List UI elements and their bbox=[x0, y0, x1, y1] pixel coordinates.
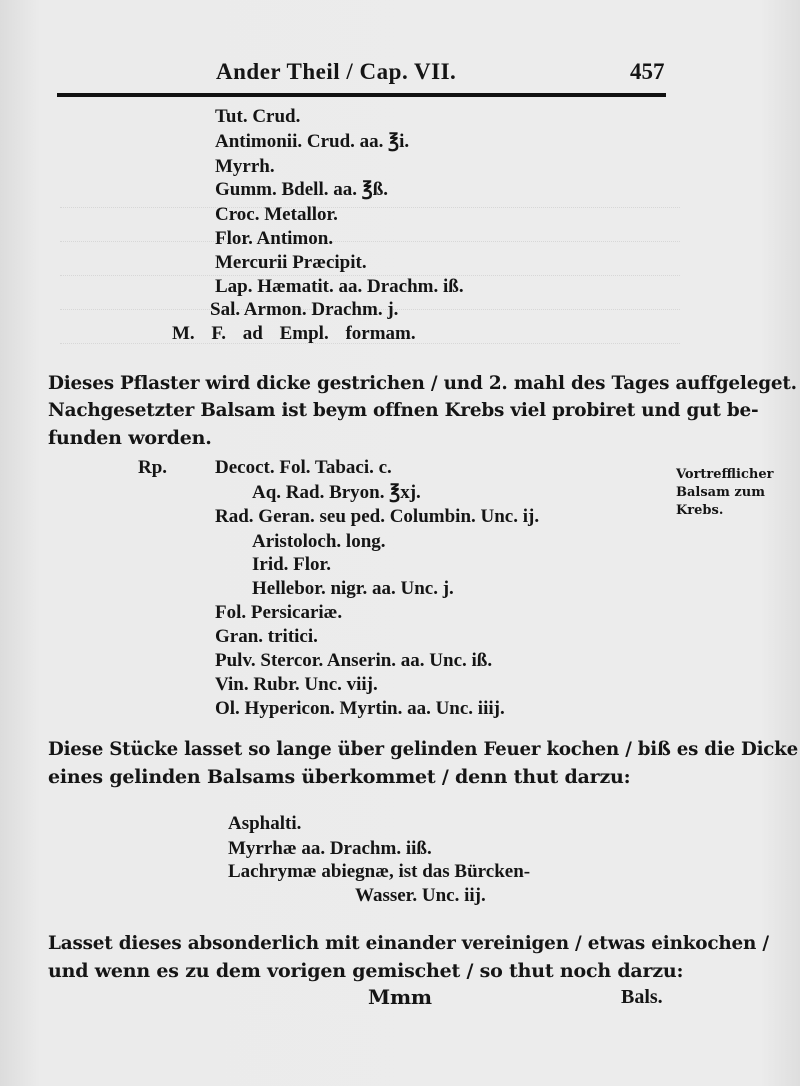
margin-note-line: Balsam zum bbox=[676, 485, 765, 500]
recipe-line: Fol. Persicariæ. bbox=[215, 602, 343, 623]
header-rule bbox=[57, 93, 666, 97]
margin-note-line: Krebs. bbox=[676, 503, 724, 518]
recipe-line: Lachrymæ abiegnæ, ist das Bürcken- bbox=[228, 861, 531, 882]
text-line: eines gelinden Balsams überkommet / denn thut darzu: bbox=[48, 766, 631, 788]
recipe-line: Gran. tritici. bbox=[215, 626, 318, 647]
text-line: und wenn es zu dem vorigen gemischet / so thut noch darzu: bbox=[48, 960, 684, 982]
recipe-line: Aristoloch. long. bbox=[252, 531, 386, 552]
text-line: funden worden. bbox=[48, 427, 212, 449]
catchword: Bals. bbox=[621, 986, 663, 1008]
recipe-line: Sal. Armon. Drachm. j. bbox=[210, 299, 399, 320]
recipe-line: Asphalti. bbox=[228, 813, 302, 834]
recipe-line: Wasser. Unc. iij. bbox=[355, 885, 486, 906]
margin-note-line: Vortrefflicher bbox=[676, 467, 774, 482]
recipe-line: Gumm. Bdell. aa. ℥ß. bbox=[215, 179, 389, 200]
text-line: Nachgesetzter Balsam ist beym offnen Krebs viel probiret und gut be- bbox=[48, 400, 759, 421]
recipe-line: M. F. ad Empl. formam. bbox=[172, 323, 416, 344]
recipe-line: Myrrh. bbox=[215, 156, 275, 177]
recipe-line: Tut. Crud. bbox=[215, 106, 301, 127]
recipe-line: Myrrhæ aa. Drachm. iiß. bbox=[228, 838, 432, 859]
text-line: Dieses Pflaster wird dicke gestrichen / und 2. mahl des Tages auffgeleget. bbox=[48, 373, 797, 394]
recipe-line: Vin. Rubr. Unc. viij. bbox=[215, 674, 378, 695]
running-head: Ander Theil / Cap. VII. bbox=[216, 59, 457, 84]
recipe-line: Decoct. Fol. Tabaci. c. bbox=[215, 457, 392, 478]
margin-note bbox=[676, 466, 796, 520]
recipe-line: Irid. Flor. bbox=[252, 554, 331, 575]
recipe-line: Aq. Rad. Bryon. ℥xj. bbox=[252, 482, 421, 503]
page-header bbox=[200, 55, 800, 95]
recipe-line: Hellebor. nigr. aa. Unc. j. bbox=[252, 578, 454, 599]
signature-mark: Mmm bbox=[368, 985, 432, 1009]
text-line: Lasset dieses absonderlich mit einander vereinigen / etwas einkochen / bbox=[48, 933, 769, 954]
recipe-line: Ol. Hypericon. Myrtin. aa. Unc. iiij. bbox=[215, 698, 505, 719]
recipe-line: Mercurii Præcipit. bbox=[215, 252, 367, 273]
recipe-line: Lap. Hæmatit. aa. Drachm. iß. bbox=[215, 276, 464, 297]
page-number: 457 bbox=[630, 59, 665, 84]
recipe-line: Croc. Metallor. bbox=[215, 204, 338, 225]
recipe-line: Antimonii. Crud. aa. ℥i. bbox=[215, 131, 410, 152]
rp-label: Rp. bbox=[138, 457, 168, 478]
recipe-line: Pulv. Stercor. Anserin. aa. Unc. iß. bbox=[215, 650, 493, 671]
text-line: Diese Stücke lasset so lange über gelinden Feuer kochen / biß es die Dicke bbox=[48, 739, 798, 760]
recipe-line: Flor. Antimon. bbox=[215, 228, 334, 249]
recipe-line: Rad. Geran. seu ped. Columbin. Unc. ij. bbox=[215, 506, 540, 527]
